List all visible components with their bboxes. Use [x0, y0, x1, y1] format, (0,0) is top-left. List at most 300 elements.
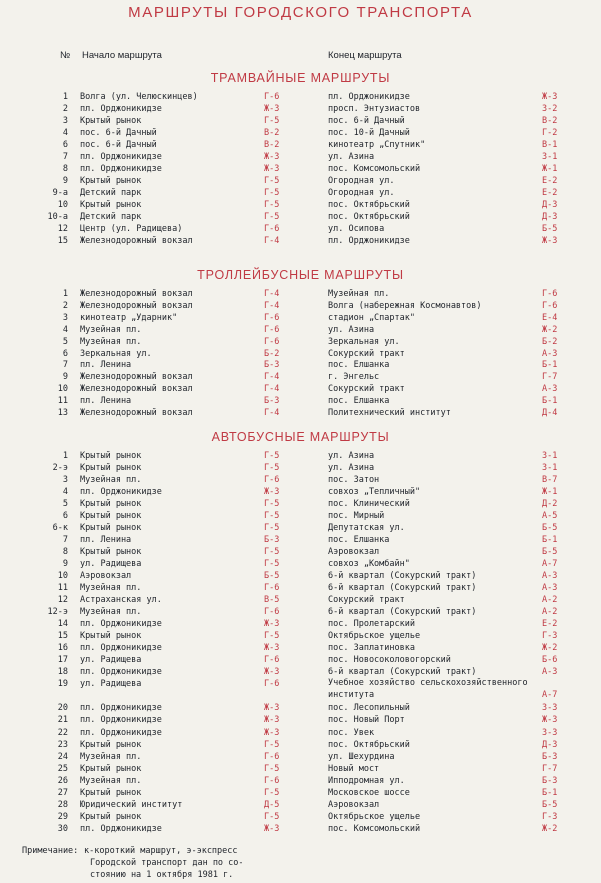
route-number: 13: [57, 408, 68, 418]
route-number: 8: [62, 547, 68, 558]
route-start: Железнодорожный вокзал: [80, 236, 193, 246]
route-start: Крытый рынок: [80, 763, 142, 774]
route-start: Крытый рынок: [80, 511, 142, 522]
route-number: 23: [57, 739, 68, 750]
route-end: пос. Мирный: [328, 511, 385, 522]
route-start: Железнодорожный вокзал: [80, 384, 193, 395]
route-row: [0, 510, 601, 522]
route-row: [0, 594, 601, 606]
route-start: пос. 6-й Дачный: [80, 128, 157, 138]
route-number: 5: [62, 499, 68, 510]
route-start-grid: В-2: [264, 140, 280, 150]
route-end: Огородная ул.: [328, 176, 395, 186]
route-number: 4: [62, 487, 68, 498]
route-number: 3: [62, 312, 68, 323]
route-end: Сокурский тракт: [328, 384, 405, 395]
route-number: 10-а: [47, 212, 68, 222]
route-start: Музейная пл.: [80, 475, 142, 485]
route-number: 1: [62, 289, 68, 299]
route-end: пос. 6-й Дачный: [328, 116, 405, 126]
route-start-grid: Г-6: [264, 92, 280, 102]
route-end-grid: Ж-3: [542, 236, 558, 246]
route-end: Аэровокзал: [328, 799, 380, 810]
page-title: МАРШРУТЫ ГОРОДСКОГО ТРАНСПОРТА: [128, 4, 473, 21]
route-row: [0, 151, 601, 163]
column-header-end: Конец маршрута: [328, 50, 402, 61]
route-number: 9: [62, 176, 68, 186]
route-end: Зеркальная ул.: [328, 336, 400, 347]
route-end: пос. Заплатиновка: [328, 643, 415, 654]
route-end-grid: А-7: [542, 559, 558, 570]
route-start-grid: Б-2: [264, 348, 280, 359]
route-row: [0, 498, 601, 510]
route-end-grid: Г-6: [542, 289, 558, 299]
route-number: 2: [62, 104, 68, 114]
route-end-grid: Ж-3: [542, 715, 558, 726]
route-end: 6-й квартал (Сокурский тракт): [328, 571, 477, 582]
route-end: пос. Новосоколовогорский: [328, 655, 451, 666]
route-start: Железнодорожный вокзал: [80, 408, 193, 418]
route-end: ул. Осипова: [328, 224, 385, 234]
route-number: 9: [62, 372, 68, 383]
route-end-grid: Е-2: [542, 619, 558, 630]
route-end: пос. Клинический: [328, 499, 410, 510]
route-number: 25: [57, 763, 68, 774]
route-end-grid: Ж-2: [542, 823, 558, 834]
route-end-grid: Ж-2: [542, 643, 558, 654]
route-start-grid: Г-5: [264, 499, 280, 510]
route-start-grid: Ж-3: [264, 715, 280, 726]
route-number: 3: [62, 116, 68, 126]
route-row: [0, 714, 601, 726]
route-number: 17: [57, 655, 68, 666]
route-end-grid: Г-7: [542, 763, 558, 774]
route-end-grid: Е-4: [542, 312, 558, 323]
route-start: Музейная пл.: [80, 775, 142, 786]
route-end: пос. Лесопильный: [328, 703, 410, 714]
route-end-grid: В-1: [542, 140, 558, 150]
route-start: Детский парк: [80, 188, 142, 198]
route-row: [0, 751, 601, 763]
route-end-grid: Д-3: [542, 739, 558, 750]
route-end: 6-й квартал (Сокурский тракт): [328, 667, 477, 678]
route-row: [0, 103, 601, 115]
route-end-grid: З-1: [542, 451, 558, 461]
route-row: [0, 775, 601, 787]
route-end: пос. Пролетарский: [328, 619, 415, 630]
route-end-grid: Б-5: [542, 799, 558, 810]
route-start: пл. Орджоникидзе: [80, 727, 162, 738]
route-start-grid: Ж-3: [264, 727, 280, 738]
route-row: [0, 175, 601, 187]
route-end-grid: Б-5: [542, 224, 558, 234]
route-end: ул. Шехурдина: [328, 751, 395, 762]
route-number: 10: [57, 200, 68, 210]
route-start: Зеркальная ул.: [80, 348, 152, 359]
route-number: 1: [62, 92, 68, 102]
route-end-grid: Д-2: [542, 499, 558, 510]
route-start: Крытый рынок: [80, 787, 142, 798]
route-start: Центр (ул. Радищева): [80, 224, 183, 234]
route-number: 4: [62, 324, 68, 335]
route-number: 2: [62, 300, 68, 311]
route-start-grid: Г-6: [264, 655, 280, 666]
route-row: [0, 407, 601, 419]
route-end-grid: Д-3: [542, 200, 558, 210]
route-end: Новый мост: [328, 763, 380, 774]
route-end-grid: Г-2: [542, 128, 558, 138]
route-end-grid: З-1: [542, 152, 558, 162]
route-row: [0, 739, 601, 751]
route-row: [0, 211, 601, 223]
route-start: Крытый рынок: [80, 451, 142, 461]
route-start-grid: Г-5: [264, 116, 280, 126]
route-start: Крытый рынок: [80, 811, 142, 822]
route-row: [0, 348, 601, 360]
route-end-grid: Г-7: [542, 372, 558, 383]
route-start: Железнодорожный вокзал: [80, 300, 193, 311]
route-start-grid: Б-3: [264, 360, 280, 371]
route-start-grid: Г-5: [264, 176, 280, 186]
route-start-grid: Г-5: [264, 523, 280, 534]
route-number: 10: [57, 384, 68, 395]
route-end-grid: Ж-3: [542, 92, 558, 102]
route-start: Крытый рынок: [80, 631, 142, 642]
section-title: АВТОБУСНЫЕ МАРШРУТЫ: [211, 430, 390, 444]
route-row: [0, 462, 601, 474]
route-number: 6: [62, 140, 68, 150]
route-start-grid: Б-3: [264, 396, 280, 407]
route-start-grid: Г-6: [264, 224, 280, 234]
route-start-grid: Г-6: [264, 607, 280, 618]
route-end: совхоз „Тепличный": [328, 487, 421, 498]
route-end-grid: А-7: [542, 690, 558, 701]
route-number: 29: [57, 811, 68, 822]
route-number: 16: [57, 643, 68, 654]
route-number: 30: [57, 823, 68, 834]
route-start-grid: Г-5: [264, 200, 280, 210]
route-end: пос. Октябрьский: [328, 739, 410, 750]
route-end: Учебное хозяйство сельскохозяйственного института: [328, 678, 528, 700]
route-start: Крытый рынок: [80, 176, 142, 186]
route-end: пл. Орджоникидзе: [328, 92, 410, 102]
route-start: пл. Орджоникидзе: [80, 104, 162, 114]
route-start-grid: Д-5: [264, 799, 280, 810]
route-number: 28: [57, 799, 68, 810]
route-number: 12: [57, 595, 68, 606]
route-start: Музейная пл.: [80, 607, 142, 618]
route-row: [0, 630, 601, 642]
route-start-grid: Г-5: [264, 763, 280, 774]
route-end-grid: З-1: [542, 463, 558, 473]
route-start: Аэровокзал: [80, 571, 132, 582]
route-end: Депутатская ул.: [328, 523, 405, 534]
route-end-grid: Б-1: [542, 535, 558, 546]
route-row: [0, 642, 601, 654]
route-start-grid: Ж-3: [264, 152, 280, 162]
route-number: 6-к: [52, 523, 68, 534]
footnote-line-3: стоянию на 1 октября 1981 г.: [90, 870, 234, 880]
route-end-grid: А-3: [542, 583, 558, 594]
route-end-grid: А-2: [542, 595, 558, 606]
route-row: [0, 486, 601, 498]
route-number: 27: [57, 787, 68, 798]
route-row: [0, 654, 601, 666]
route-row: [0, 324, 601, 336]
route-end-grid: А-3: [542, 348, 558, 359]
route-end-grid: Б-6: [542, 655, 558, 666]
route-end-grid: Ж-1: [542, 164, 558, 174]
route-end-grid: З-2: [542, 104, 558, 114]
route-row: [0, 678, 601, 702]
route-start: ул. Радищева: [80, 559, 142, 570]
route-start: пл. Орджоникидзе: [80, 643, 162, 654]
route-row: [0, 383, 601, 395]
route-end: пос. Октябрьский: [328, 212, 410, 222]
route-number: 10: [57, 571, 68, 582]
route-number: 15: [57, 236, 68, 246]
route-number: 24: [57, 751, 68, 762]
route-start: Астраханская ул.: [80, 595, 162, 606]
route-start: кинотеатр „Ударник": [80, 312, 178, 323]
route-number: 7: [62, 152, 68, 162]
route-end-grid: А-3: [542, 571, 558, 582]
route-start-grid: Г-6: [264, 583, 280, 594]
route-start-grid: Ж-3: [264, 703, 280, 714]
route-row: [0, 702, 601, 714]
route-end: Московское шоссе: [328, 787, 410, 798]
route-end-grid: А-5: [542, 511, 558, 522]
route-end: пос. Комсомольский: [328, 823, 421, 834]
route-number: 1: [62, 451, 68, 461]
route-start-grid: Б-5: [264, 571, 280, 582]
route-start-grid: Г-4: [264, 289, 280, 299]
route-number: 22: [57, 727, 68, 738]
route-start: пл. Орджоникидзе: [80, 823, 162, 834]
route-end: пос. Октябрьский: [328, 200, 410, 210]
route-end-grid: Ж-2: [542, 324, 558, 335]
route-row: [0, 199, 601, 211]
route-start-grid: Ж-3: [264, 619, 280, 630]
route-end: г. Энгельс: [328, 372, 380, 383]
route-start-grid: Г-5: [264, 547, 280, 558]
route-row: [0, 618, 601, 630]
route-row: [0, 666, 601, 678]
route-end-grid: Ж-1: [542, 487, 558, 498]
route-end: ул. Азина: [328, 451, 375, 461]
route-end: Октябрьское ущелье: [328, 631, 421, 642]
route-row: [0, 187, 601, 199]
route-number: 26: [57, 775, 68, 786]
route-start: пос. 6-й Дачный: [80, 140, 157, 150]
route-row: [0, 474, 601, 486]
route-start: Крытый рынок: [80, 463, 142, 473]
route-row: [0, 763, 601, 775]
route-end-grid: Д-4: [542, 408, 558, 418]
route-end-grid: З-3: [542, 703, 558, 714]
footnote-label: Примечание:: [22, 846, 79, 856]
route-row: [0, 534, 601, 546]
route-number: 11: [57, 396, 68, 407]
route-start-grid: Г-5: [264, 451, 280, 461]
route-row: [0, 799, 601, 811]
route-end-grid: Д-3: [542, 212, 558, 222]
route-row: [0, 223, 601, 235]
route-start: пл. Орджоникидзе: [80, 164, 162, 174]
route-number: 12-э: [47, 607, 68, 618]
route-start-grid: Г-6: [264, 679, 280, 690]
route-start: Музейная пл.: [80, 751, 142, 762]
route-row: [0, 450, 601, 462]
route-end: Волга (набережная Космонавтов): [328, 300, 482, 311]
route-start: пл. Ленина: [80, 396, 132, 407]
route-start: пл. Орджоникидзе: [80, 619, 162, 630]
route-start: пл. Орджоникидзе: [80, 703, 162, 714]
route-end: ул. Азина: [328, 152, 375, 162]
route-start: Крытый рынок: [80, 523, 142, 534]
route-end: Сокурский тракт: [328, 595, 405, 606]
route-start-grid: Г-4: [264, 372, 280, 383]
route-end-grid: Г-6: [542, 300, 558, 311]
route-number: 21: [57, 715, 68, 726]
route-start-grid: Г-6: [264, 751, 280, 762]
route-number: 2-э: [52, 463, 68, 473]
route-row: [0, 570, 601, 582]
section-title: ТРОЛЛЕЙБУСНЫЕ МАРШРУТЫ: [197, 268, 404, 282]
route-start: Волга (ул. Челюскинцев): [80, 92, 198, 102]
route-end: Ипподромная ул.: [328, 775, 405, 786]
route-number: 7: [62, 535, 68, 546]
route-end: 6-й квартал (Сокурский тракт): [328, 583, 477, 594]
route-end: совхоз „Комбайн": [328, 559, 410, 570]
route-number: 6: [62, 511, 68, 522]
route-start-grid: Ж-3: [264, 164, 280, 174]
route-number: 9: [62, 559, 68, 570]
route-row: [0, 371, 601, 383]
route-end: просп. Энтузиастов: [328, 104, 421, 114]
route-number: 4: [62, 128, 68, 138]
route-end: пос. Елшанка: [328, 396, 390, 407]
route-end: пос. Увек: [328, 727, 375, 738]
route-start: пл. Ленина: [80, 535, 132, 546]
route-start-grid: Г-6: [264, 336, 280, 347]
route-row: [0, 522, 601, 534]
route-start-grid: Г-5: [264, 511, 280, 522]
route-number: 18: [57, 667, 68, 678]
route-start-grid: Г-5: [264, 631, 280, 642]
route-start-grid: Г-4: [264, 300, 280, 311]
route-end-grid: Б-5: [542, 547, 558, 558]
route-start-grid: Г-5: [264, 787, 280, 798]
route-row: [0, 91, 601, 103]
route-number: 6: [62, 348, 68, 359]
route-start: пл. Орджоникидзе: [80, 667, 162, 678]
route-end: Сокурский тракт: [328, 348, 405, 359]
route-end: Музейная пл.: [328, 289, 390, 299]
route-end: 6-й квартал (Сокурский тракт): [328, 607, 477, 618]
route-end: пос. Комсомольский: [328, 164, 421, 174]
route-row: [0, 300, 601, 312]
route-end-grid: А-3: [542, 667, 558, 678]
route-number: 20: [57, 703, 68, 714]
route-row: [0, 787, 601, 799]
route-end-grid: Е-2: [542, 188, 558, 198]
route-start: пл. Ленина: [80, 360, 132, 371]
route-start-grid: Б-3: [264, 535, 280, 546]
route-number: 15: [57, 631, 68, 642]
route-start-grid: Ж-3: [264, 487, 280, 498]
route-end-grid: Б-1: [542, 787, 558, 798]
route-start-grid: Г-5: [264, 559, 280, 570]
route-number: 19: [57, 679, 68, 690]
route-end-grid: Б-1: [542, 360, 558, 371]
route-end: ул. Азина: [328, 324, 375, 335]
route-row: [0, 235, 601, 247]
route-start: Железнодорожный вокзал: [80, 372, 193, 383]
footnote-line-2: Городской транспорт дан по со-: [90, 858, 244, 868]
route-start-grid: Г-6: [264, 775, 280, 786]
route-row: [0, 727, 601, 739]
route-number: 3: [62, 475, 68, 485]
route-end: Аэровокзал: [328, 547, 380, 558]
route-row: [0, 546, 601, 558]
route-row: [0, 606, 601, 618]
route-start: Музейная пл.: [80, 324, 142, 335]
route-end-grid: Г-3: [542, 811, 558, 822]
route-row: [0, 288, 601, 300]
route-start-grid: В-2: [264, 128, 280, 138]
route-start: пл. Орджоникидзе: [80, 715, 162, 726]
route-start: Музейная пл.: [80, 583, 142, 594]
route-start-grid: В-5: [264, 595, 280, 606]
route-start: Крытый рынок: [80, 116, 142, 126]
route-end-grid: Г-3: [542, 631, 558, 642]
route-end: пос. 10-й Дачный: [328, 128, 410, 138]
route-row: [0, 811, 601, 823]
route-start: пл. Орджоникидзе: [80, 487, 162, 498]
route-start-grid: Г-5: [264, 463, 280, 473]
route-start-grid: Ж-3: [264, 823, 280, 834]
route-end-grid: Б-2: [542, 336, 558, 347]
route-row: [0, 312, 601, 324]
route-start-grid: Г-5: [264, 212, 280, 222]
route-start-grid: Г-5: [264, 811, 280, 822]
route-row: [0, 336, 601, 348]
route-start: ул. Радищева: [80, 655, 142, 666]
route-row: [0, 582, 601, 594]
route-start-grid: Г-4: [264, 384, 280, 395]
route-number: 7: [62, 360, 68, 371]
route-end: Огородная ул.: [328, 188, 395, 198]
route-start: Детский парк: [80, 212, 142, 222]
route-end-grid: Б-5: [542, 523, 558, 534]
footnote-line-1: к-короткий маршрут, э-экспресс: [84, 846, 238, 856]
route-end-grid: А-3: [542, 384, 558, 395]
route-start-grid: Ж-3: [264, 643, 280, 654]
route-start-grid: Г-5: [264, 739, 280, 750]
column-header-number: №: [60, 50, 71, 61]
route-end: пос. Елшанка: [328, 360, 390, 371]
route-start-grid: Г-4: [264, 236, 280, 246]
route-start: Крытый рынок: [80, 739, 142, 750]
route-start: Железнодорожный вокзал: [80, 289, 193, 299]
column-header-start: Начало маршрута: [82, 50, 162, 61]
route-row: [0, 558, 601, 570]
route-start: Крытый рынок: [80, 200, 142, 210]
route-end-grid: Б-3: [542, 775, 558, 786]
route-row: [0, 163, 601, 175]
route-start-grid: Г-6: [264, 475, 280, 485]
